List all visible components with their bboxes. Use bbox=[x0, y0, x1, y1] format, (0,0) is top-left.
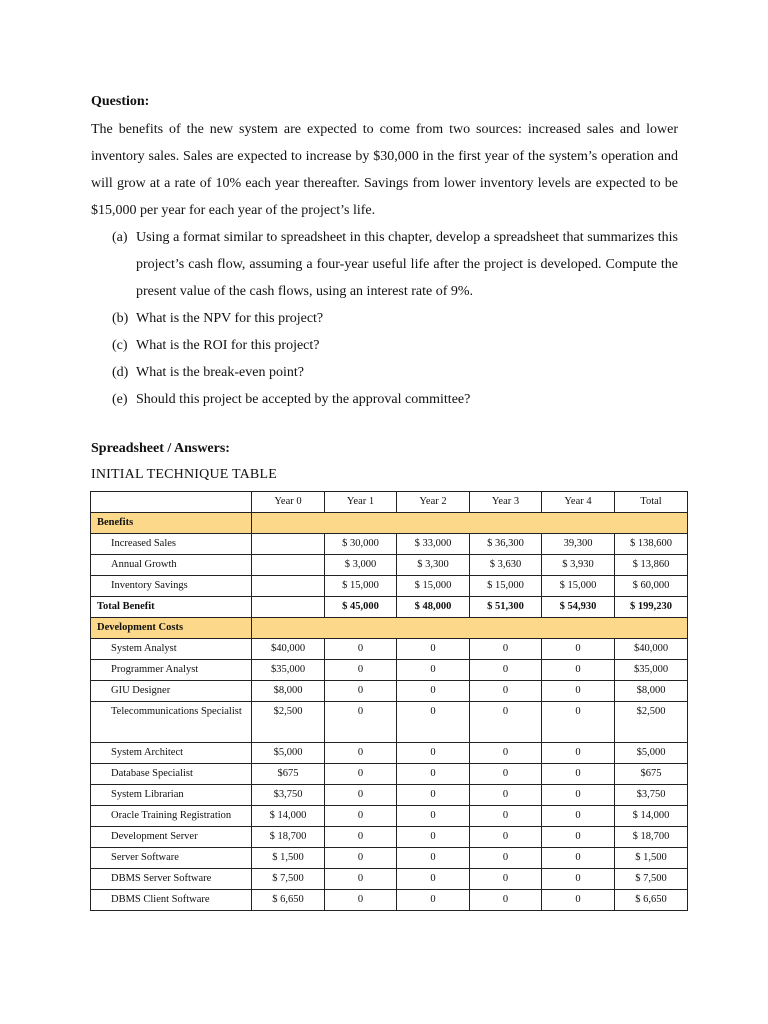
table-cell: $ 15,000 bbox=[542, 576, 615, 597]
question-list bbox=[112, 224, 678, 413]
section-fill bbox=[252, 513, 688, 534]
table-cell: $ 51,300 bbox=[470, 597, 542, 618]
table-cell: $ 6,650 bbox=[252, 890, 325, 911]
table-title: INITIAL TECHNIQUE TABLE bbox=[91, 467, 277, 482]
table-cell: $8,000 bbox=[252, 681, 325, 702]
table-cell: $ 1,500 bbox=[252, 848, 325, 869]
table-cell: 0 bbox=[397, 660, 470, 681]
table-cell: $8,000 bbox=[615, 681, 688, 702]
table-cell bbox=[252, 555, 325, 576]
table-cell: $2,500 bbox=[615, 702, 688, 743]
row-label: Increased Sales bbox=[91, 534, 252, 555]
table-cell: $ 7,500 bbox=[252, 869, 325, 890]
list-item bbox=[112, 332, 678, 359]
column-header: Total bbox=[615, 492, 688, 513]
table-cell: 0 bbox=[470, 743, 542, 764]
answers-heading: Spreadsheet / Answers: bbox=[91, 441, 230, 456]
table-cell: $ 138,600 bbox=[615, 534, 688, 555]
table-cell: $ 54,930 bbox=[542, 597, 615, 618]
table-cell: 0 bbox=[325, 785, 397, 806]
table-cell: $ 3,000 bbox=[325, 555, 397, 576]
table-cell: 0 bbox=[542, 869, 615, 890]
list-marker: (b) bbox=[112, 311, 129, 326]
table-cell: $5,000 bbox=[252, 743, 325, 764]
row-label: Server Software bbox=[91, 848, 252, 869]
table-cell: 0 bbox=[325, 743, 397, 764]
table-cell: 0 bbox=[542, 764, 615, 785]
table-cell: $ 15,000 bbox=[397, 576, 470, 597]
table-cell: $675 bbox=[252, 764, 325, 785]
column-header: Year 3 bbox=[470, 492, 542, 513]
table-row bbox=[91, 555, 688, 576]
table-cell: $ 14,000 bbox=[252, 806, 325, 827]
table-cell: $40,000 bbox=[252, 639, 325, 660]
list-marker: (e) bbox=[112, 392, 128, 407]
table-row bbox=[91, 785, 688, 806]
table-cell: $ 33,000 bbox=[397, 534, 470, 555]
section-label: Development Costs bbox=[91, 618, 252, 639]
table-cell: 0 bbox=[470, 660, 542, 681]
table-cell: $ 6,650 bbox=[615, 890, 688, 911]
table-cell: $3,750 bbox=[252, 785, 325, 806]
list-item-text: What is the ROI for this project? bbox=[136, 338, 320, 353]
column-header: Year 0 bbox=[252, 492, 325, 513]
table-cell: $ 48,000 bbox=[397, 597, 470, 618]
table-cell: $ 18,700 bbox=[615, 827, 688, 848]
table-cell: 0 bbox=[542, 660, 615, 681]
table-cell: $35,000 bbox=[615, 660, 688, 681]
row-label: System Analyst bbox=[91, 639, 252, 660]
table-cell: 0 bbox=[325, 639, 397, 660]
table-cell: 0 bbox=[470, 639, 542, 660]
table-cell: 39,300 bbox=[542, 534, 615, 555]
table-row bbox=[91, 534, 688, 555]
table-cell: 0 bbox=[542, 639, 615, 660]
table-cell: $40,000 bbox=[615, 639, 688, 660]
table-row bbox=[91, 597, 688, 618]
table-cell: $ 1,500 bbox=[615, 848, 688, 869]
table-row bbox=[91, 576, 688, 597]
table-cell: $ 15,000 bbox=[470, 576, 542, 597]
row-label: Telecommunications Specialist bbox=[91, 702, 252, 743]
table-cell: 0 bbox=[397, 890, 470, 911]
table-cell bbox=[252, 597, 325, 618]
section-label: Benefits bbox=[91, 513, 252, 534]
table-cell: 0 bbox=[397, 848, 470, 869]
column-header: Year 1 bbox=[325, 492, 397, 513]
row-label: Total Benefit bbox=[91, 597, 252, 618]
table-cell: 0 bbox=[397, 785, 470, 806]
table-cell: 0 bbox=[397, 827, 470, 848]
list-item-text: Using a format similar to spreadsheet in this chapter, develop a spreadsheet that summarizes this project’s cash flow, assuming a four-year useful life after the project is developed. Compute the present value of the cash flows, using an interest rate of 9%. bbox=[136, 230, 678, 299]
table-row bbox=[91, 827, 688, 848]
table-cell bbox=[252, 534, 325, 555]
table-cell: $675 bbox=[615, 764, 688, 785]
column-header: Year 2 bbox=[397, 492, 470, 513]
row-label: DBMS Server Software bbox=[91, 869, 252, 890]
table-cell: 0 bbox=[542, 681, 615, 702]
list-item-text: What is the break-even point? bbox=[136, 365, 304, 380]
list-marker: (d) bbox=[112, 365, 129, 380]
list-item-text: What is the NPV for this project? bbox=[136, 311, 324, 326]
table-cell: 0 bbox=[397, 639, 470, 660]
table-cell: 0 bbox=[470, 890, 542, 911]
table-cell: $3,750 bbox=[615, 785, 688, 806]
row-label: System Architect bbox=[91, 743, 252, 764]
table-row bbox=[91, 869, 688, 890]
table-header-row bbox=[91, 492, 688, 513]
table-cell: 0 bbox=[325, 827, 397, 848]
row-label: System Librarian bbox=[91, 785, 252, 806]
table-cell: $ 7,500 bbox=[615, 869, 688, 890]
table-cell: 0 bbox=[470, 681, 542, 702]
table-cell: $2,500 bbox=[252, 702, 325, 743]
table-cell: 0 bbox=[470, 785, 542, 806]
table-cell: 0 bbox=[542, 848, 615, 869]
table-cell: $35,000 bbox=[252, 660, 325, 681]
table-cell: $ 199,230 bbox=[615, 597, 688, 618]
table-row bbox=[91, 743, 688, 764]
table-row bbox=[91, 890, 688, 911]
row-label: Inventory Savings bbox=[91, 576, 252, 597]
table-cell: 0 bbox=[542, 827, 615, 848]
table-cell: 0 bbox=[542, 890, 615, 911]
table-cell: 0 bbox=[470, 764, 542, 785]
list-marker: (a) bbox=[112, 230, 128, 245]
table-cell: 0 bbox=[542, 743, 615, 764]
question-heading: Question: bbox=[91, 94, 150, 109]
row-label: Database Specialist bbox=[91, 764, 252, 785]
list-item bbox=[112, 224, 678, 305]
table-cell: 0 bbox=[397, 806, 470, 827]
table-cell: 0 bbox=[325, 702, 397, 743]
table-cell: $ 3,930 bbox=[542, 555, 615, 576]
table-cell: $ 14,000 bbox=[615, 806, 688, 827]
table-row bbox=[91, 806, 688, 827]
table-cell: 0 bbox=[542, 806, 615, 827]
table-cell: $ 36,300 bbox=[470, 534, 542, 555]
table-row bbox=[91, 848, 688, 869]
table-cell: 0 bbox=[325, 681, 397, 702]
table-cell: $ 3,300 bbox=[397, 555, 470, 576]
table-cell: 0 bbox=[542, 785, 615, 806]
table-cell: $ 15,000 bbox=[325, 576, 397, 597]
table-cell: 0 bbox=[325, 848, 397, 869]
table-cell: 0 bbox=[470, 806, 542, 827]
table-cell: 0 bbox=[325, 660, 397, 681]
table-cell: 0 bbox=[325, 869, 397, 890]
list-item bbox=[112, 386, 678, 413]
row-label: Annual Growth bbox=[91, 555, 252, 576]
table-cell: 0 bbox=[325, 890, 397, 911]
list-item bbox=[112, 305, 678, 332]
table-cell: $ 13,860 bbox=[615, 555, 688, 576]
list-item bbox=[112, 359, 678, 386]
table-cell: 0 bbox=[397, 702, 470, 743]
table-row bbox=[91, 639, 688, 660]
section-fill bbox=[252, 618, 688, 639]
table-cell: 0 bbox=[470, 827, 542, 848]
table-cell bbox=[252, 576, 325, 597]
table-cell: 0 bbox=[397, 869, 470, 890]
column-header bbox=[91, 492, 252, 513]
table-cell: 0 bbox=[470, 869, 542, 890]
table-row bbox=[91, 764, 688, 785]
table-cell: 0 bbox=[542, 702, 615, 743]
table-row bbox=[91, 660, 688, 681]
table-cell: $ 3,630 bbox=[470, 555, 542, 576]
table-cell: 0 bbox=[325, 764, 397, 785]
table-row bbox=[91, 681, 688, 702]
table-cell: $ 45,000 bbox=[325, 597, 397, 618]
table-cell: 0 bbox=[325, 806, 397, 827]
table-cell: 0 bbox=[470, 702, 542, 743]
row-label: Programmer Analyst bbox=[91, 660, 252, 681]
development-costs-section-row bbox=[91, 618, 688, 639]
benefits-section-row bbox=[91, 513, 688, 534]
row-label: DBMS Client Software bbox=[91, 890, 252, 911]
table-cell: $ 60,000 bbox=[615, 576, 688, 597]
table-cell: $ 30,000 bbox=[325, 534, 397, 555]
table-cell: 0 bbox=[397, 764, 470, 785]
table-cell: $ 18,700 bbox=[252, 827, 325, 848]
table-cell: 0 bbox=[397, 681, 470, 702]
row-label: Oracle Training Registration bbox=[91, 806, 252, 827]
row-label: Development Server bbox=[91, 827, 252, 848]
question-body: The benefits of the new system are expected to come from two sources: increased sales and lower inventory sales. Sales are expected to increase by $30,000 in the first year of the system’s operation and will grow at a rate of 10% each year thereafter. Savings from lower inventory levels are expected to be $15,000 per year for each year of the project’s life. bbox=[91, 122, 678, 218]
list-item-text: Should this project be accepted by the approval committee? bbox=[136, 392, 471, 407]
table-row bbox=[91, 702, 688, 743]
row-label: GIU Designer bbox=[91, 681, 252, 702]
cash-flow-table bbox=[90, 491, 688, 911]
list-marker: (c) bbox=[112, 338, 128, 353]
table-cell: 0 bbox=[470, 848, 542, 869]
column-header: Year 4 bbox=[542, 492, 615, 513]
table-cell: $5,000 bbox=[615, 743, 688, 764]
table-cell: 0 bbox=[397, 743, 470, 764]
